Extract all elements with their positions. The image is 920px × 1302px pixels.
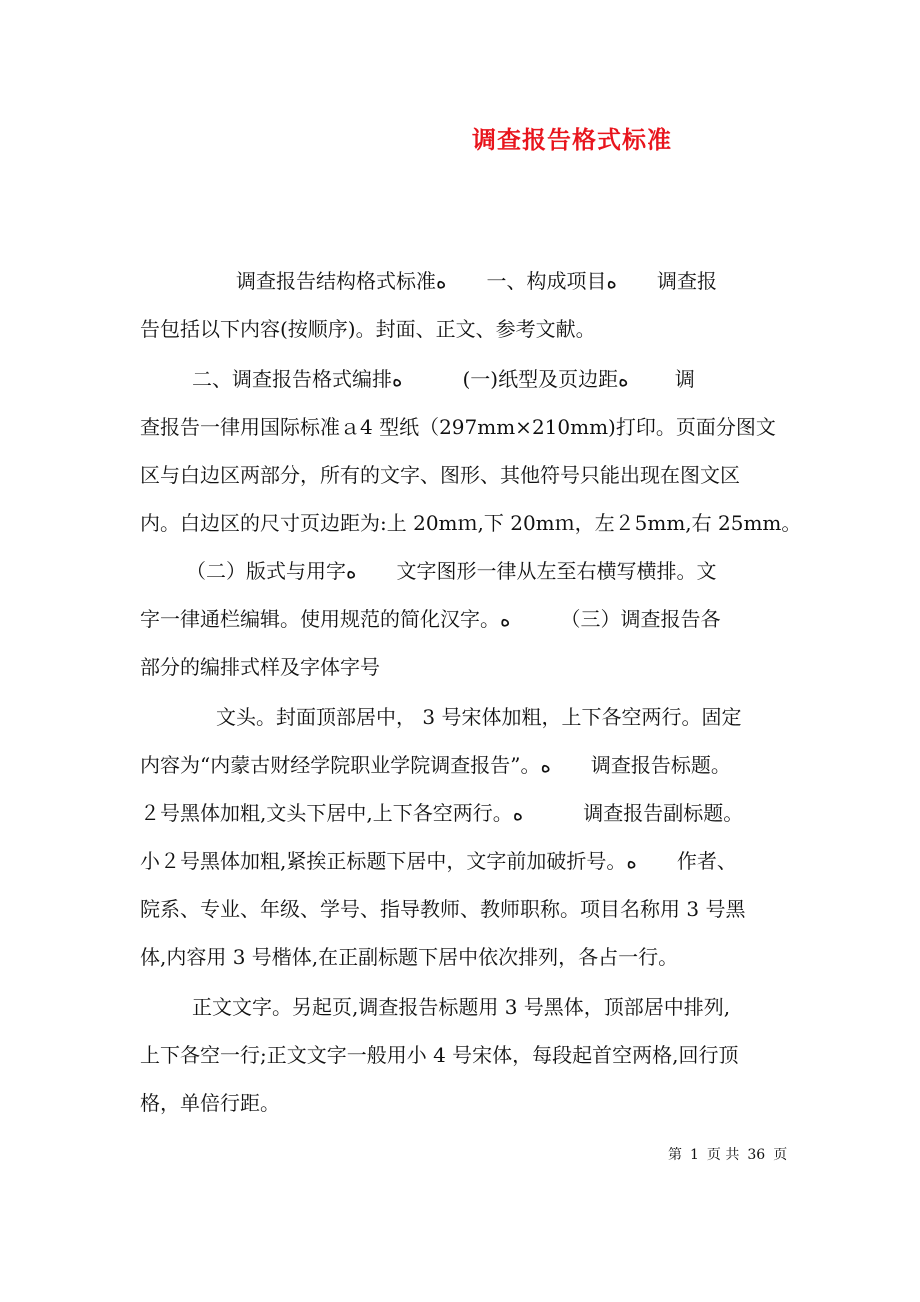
body-line: （二）版式与用字ﻩ 文字图形一律从左至右横写横排。文: [186, 559, 717, 583]
footer-prefix: 第: [668, 1147, 682, 1163]
body-line: 上下各空一行;正文文字一般用小 4 号宋体，每段起首空两格,回行顶: [140, 1043, 739, 1067]
document-title: 调查报告格式标准: [472, 125, 672, 154]
body-line: 正文文字。另起页,调查报告标题用 3 号黑体，顶部居中排列,: [192, 995, 731, 1019]
body-line: ２号黑体加粗,文头下居中,上下各空两行。ﻩ 调查报告副标题。: [140, 801, 744, 825]
body-line: 内容为“内蒙古财经学院职业学院调查报告”。ﻩ 调查报告标题。: [140, 753, 731, 777]
footer-middle: 页 共: [706, 1147, 740, 1163]
footer-page-number: 1: [690, 1147, 699, 1163]
body-line: 小２号黑体加粗,紧挨正标题下居中，文字前加破折号。ﻩ 作者、: [140, 849, 737, 873]
body-line: 查报告一律用国际标准ａ4 型纸（297mm×210mm)打印。页面分图文: [140, 415, 776, 439]
body-line: 告包括以下内容(按顺序)。封面、正文、参考文献。: [140, 317, 596, 341]
body-line: 体,内容用 3 号楷体,在正副标题下居中依次排列，各占一行。: [140, 945, 679, 969]
body-line: 字一律通栏编辑。使用规范的简化汉字。ﻩ （三）调查报告各: [140, 607, 721, 631]
body-line: 调查报告结构格式标准ﻩ 一、构成项目ﻩ 调查报: [236, 269, 717, 293]
body-line: 文头。封面顶部居中， 3 号宋体加粗，上下各空两行。固定: [216, 705, 742, 729]
body-line: 院系、专业、年级、学号、指导教师、教师职称。项目名称用 3 号黑: [140, 897, 746, 921]
body-line: 内。白边区的尺寸页边距为:上 20mｍ,下 20mｍ，左２5mm,右 25mm。: [140, 511, 802, 535]
body-line: 区与白边区两部分，所有的文字、图形、其他符号只能出现在图文区: [140, 463, 740, 487]
body-line: 部分的编排式样及字体字号: [140, 655, 380, 679]
footer-suffix: 页: [773, 1147, 788, 1163]
footer-total-pages: 36: [747, 1147, 766, 1163]
body-line: 格，单倍行距。: [140, 1091, 280, 1115]
body-line: 二、调查报告格式编排ﻩ (一)纸型及页边距ﻩ 调: [192, 367, 695, 391]
page-footer: [668, 1144, 795, 1164]
